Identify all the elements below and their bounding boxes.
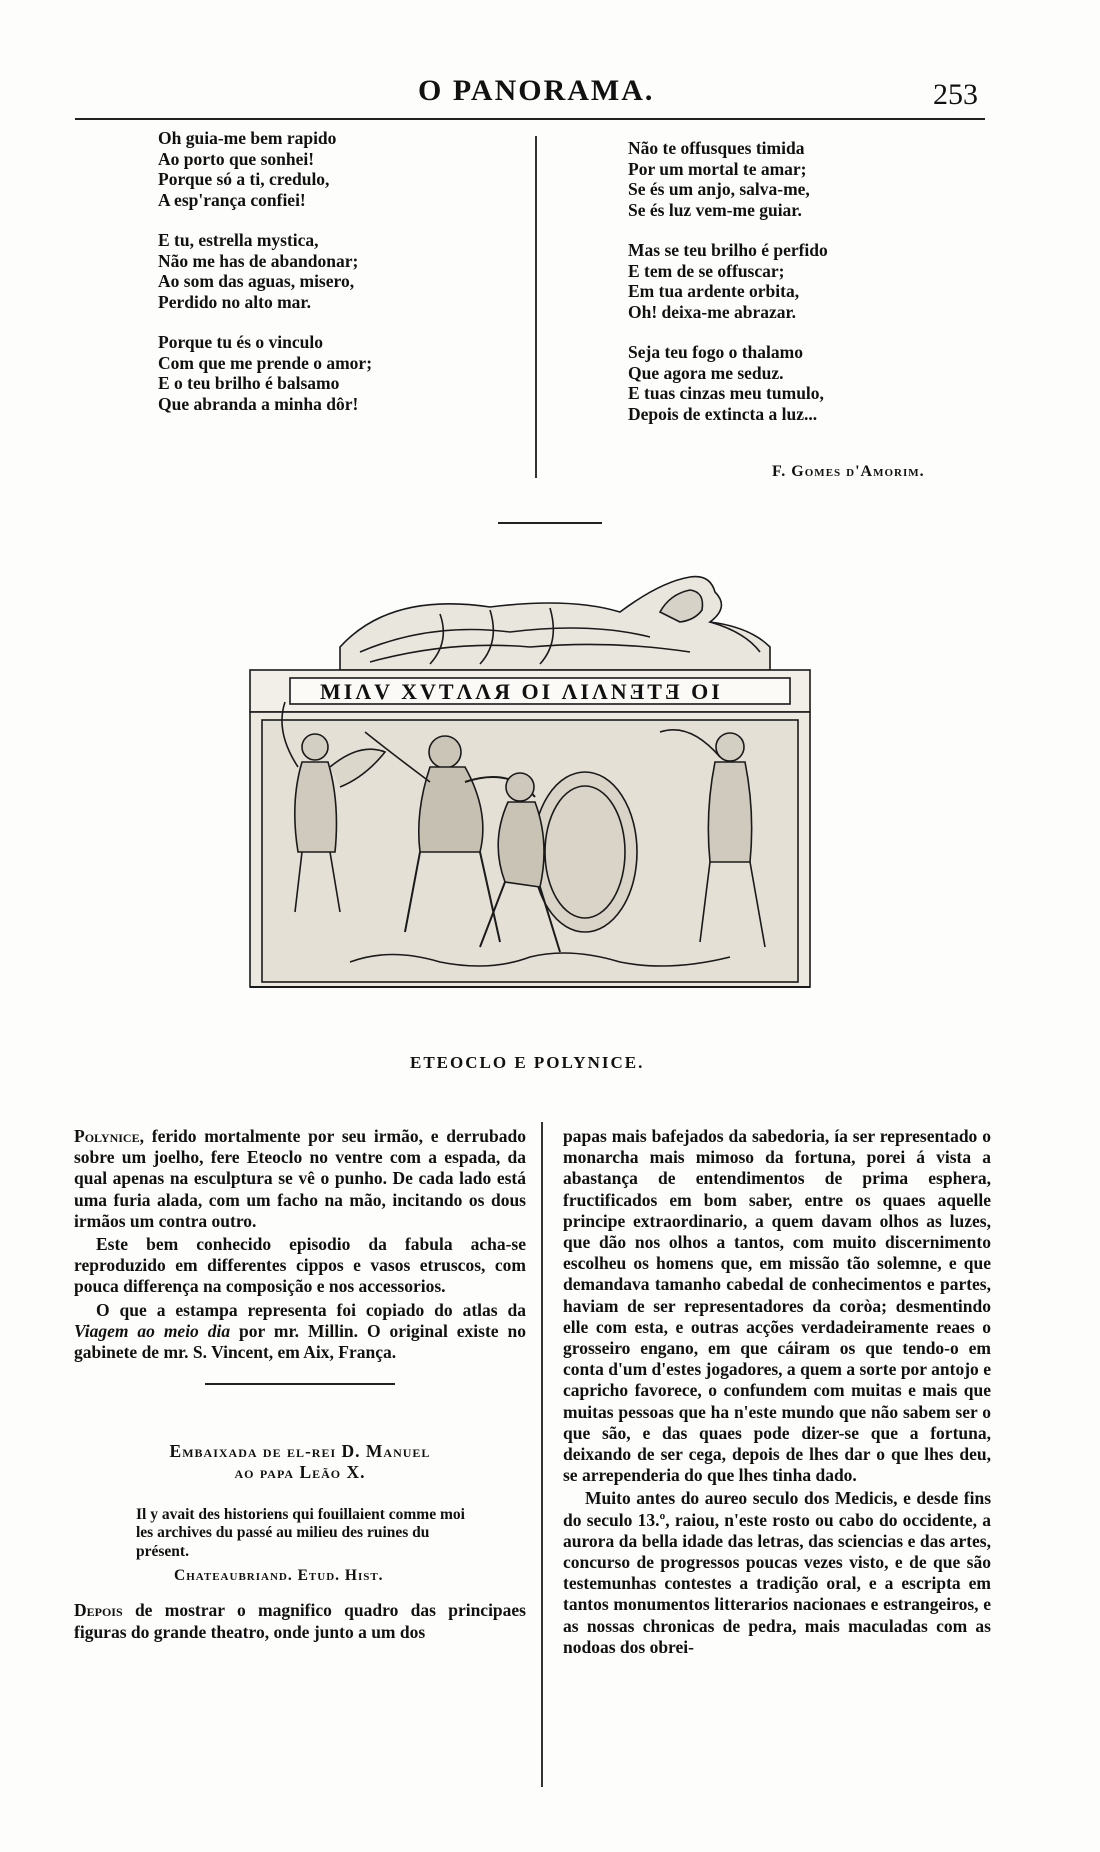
- article-column-rule: [541, 1122, 543, 1787]
- poem-line: Mas se teu brilho é perfido: [628, 240, 828, 260]
- poem-line: Oh guia-me bem rapido: [158, 128, 337, 148]
- poem-stanza: [628, 240, 828, 322]
- article-paragraph: papas mais bafejados da sabedoria, ía ser representado o monarcha mais mimoso da fortuna, porei á vista a abastança de entendimentos de prima esphera, fructificados em bom saber, entre os quaes aquelle principe extraordinario, a quem davam olhos as luzes, que dão nos olhos a tantos, com muito discernimento escolheu os homens que, em missão tão solemne, e que demandava tamanho cabedal de conhecimentos e partes, haviam de ser representadores da coròa; desmentindo elle com esta, e outras acções verdadeiramente reaes o grosseiro engano, em que cáiram os que tendo-o em conta d'um d'estes jogadores, a quem a sorte por antojo e capricho favorece, o confundem com muitas e mais que muitas pessoas que ha n'este mundo que não sabem ser o que são, e das quaes pode dizer-se que a fortuna, deixando de ser cega, depois de lhes dar o que lhes deu, se arrependeria do que lhes tinha dado.: [563, 1126, 991, 1486]
- figure-caption: ETEOCLO E POLYNICE.: [410, 1053, 645, 1072]
- article-paragraph: Este bem conhecido episodio da fabula acha-se reproduzido em differentes cippos e vasos etruscos, com pouca differença na composição e nos accessorios.: [74, 1234, 526, 1297]
- poem-stanza: [158, 230, 372, 312]
- epigraph-author: Chateaubriand. Etud. Hist.: [174, 1567, 384, 1585]
- poem-line: Com que me prende o amor;: [158, 352, 373, 373]
- poem-line: Que agora me seduz.: [628, 362, 784, 383]
- article-paragraph: [74, 1300, 526, 1364]
- paragraph-text: O que a estampa representa foi copiado do atlas da: [96, 1299, 526, 1320]
- poem-line: Porque tu és o vinculo: [158, 332, 323, 352]
- poem-line: Não te offusques timida: [628, 138, 805, 158]
- poem-line: Ao porto que sonhei!: [158, 148, 315, 169]
- poem-stanza: [628, 342, 828, 424]
- periodical-title: O PANORAMA.: [418, 74, 655, 107]
- lead-word: Polynice: [74, 1126, 140, 1146]
- poem-line: E tuas cinzas meu tumulo,: [628, 383, 824, 403]
- poem-line: Que abranda a minha dôr!: [158, 393, 359, 414]
- article-right-column: [563, 1126, 991, 1660]
- article-left-column: [74, 1126, 526, 1645]
- poem-line: Perdido no alto mar.: [158, 291, 311, 312]
- embassy-heading: [74, 1441, 526, 1483]
- poem-line: E tu, estrella mystica,: [158, 230, 319, 250]
- poem-line: Por um mortal te amar;: [628, 158, 807, 179]
- page-number: 253: [933, 78, 978, 111]
- article-paragraph: [74, 1126, 526, 1232]
- article-paragraph: Muito antes do aureo seculo dos Medicis, e desde fins do seculo 13.º, raiou, n'este rosto ou cabo do occidente, a aurora da bella idade das letras, das sciencias e das artes, concurso de progressos poucas vezes visto, e de que são testemunhas contestes a tradição oral, e a escripta em tantos monumentos litterarios nacionaes e estrangeiros, e as nossas chronicas de pedra, mais maculadas com as nodoas dos obrei-: [563, 1488, 991, 1657]
- paragraph-text: por mr. Millin. O original existe no gabinete de mr. S. Vincent, em Aix, França.: [74, 1320, 526, 1363]
- paragraph-text: de mostrar o magnifico quadro das principaes figuras do grande theatro, onde junto a um dos: [74, 1600, 526, 1642]
- poem-stanza: [628, 138, 828, 220]
- header-rule: [75, 118, 985, 120]
- heading-line: Embaixada de el-rei D. Manuel: [169, 1441, 431, 1462]
- heading-line: ao papa Leão X.: [234, 1462, 366, 1483]
- sarcophagus-engraving: [190, 552, 830, 1022]
- poem-line: Ao som das aguas, misero,: [158, 271, 355, 291]
- article-paragraph: [74, 1600, 526, 1642]
- section-rule: [498, 522, 602, 524]
- paragraph-text: , ferido mortalmente por seu irmão, e derrubado sobre um joelho, fere Eteoclo no ventre com a espada, da qual apenas na esculptura se vê o punho. De cada lado está uma furia alada, com um facho na mão, incitando os dous irmãos um contra outro.: [74, 1126, 526, 1231]
- poem-stanza: [158, 128, 372, 210]
- poem-signature: F. Gomes d'Amorim.: [772, 463, 925, 480]
- poem-line: Porque só a ti, credulo,: [158, 169, 330, 189]
- poem-line: Em tua ardente orbita,: [628, 281, 800, 301]
- page-header: [0, 70, 1100, 110]
- poem-line: Seja teu fogo o thalamo: [628, 342, 803, 362]
- sarcophagus-inscription: MIΛV XVTΛΛЯ OI ΛIΛNƎTƎ OI: [320, 679, 723, 704]
- poem-line: E o teu brilho é balsamo: [158, 373, 340, 393]
- book-title: Viagem ao meio dia: [74, 1320, 231, 1341]
- poem-column-rule: [535, 136, 537, 478]
- poem-line: A esp'rança confiei!: [158, 189, 306, 210]
- section-rule: [205, 1383, 395, 1385]
- poem-line: Depois de extincta a luz...: [628, 403, 818, 424]
- poem-line: Não me has de abandonar;: [158, 250, 359, 271]
- poem-stanza: [158, 332, 372, 414]
- poem-left-column: [158, 128, 372, 434]
- engraving-illustration: [190, 552, 830, 1022]
- poem-line: Se és luz vem-me guiar.: [628, 199, 802, 220]
- lead-word: Depois: [74, 1600, 123, 1621]
- poem-line: E tem de se offuscar;: [628, 260, 785, 281]
- poem-line: Oh! deixa-me abrazar.: [628, 301, 797, 322]
- poem-line: Se és um anjo, salva-me,: [628, 179, 810, 199]
- epigraph: Il y avait des historiens qui fouillaient comme moi les archives du passé au milieu des ruines du présent.: [136, 1505, 465, 1560]
- poem-right-column: [628, 138, 828, 444]
